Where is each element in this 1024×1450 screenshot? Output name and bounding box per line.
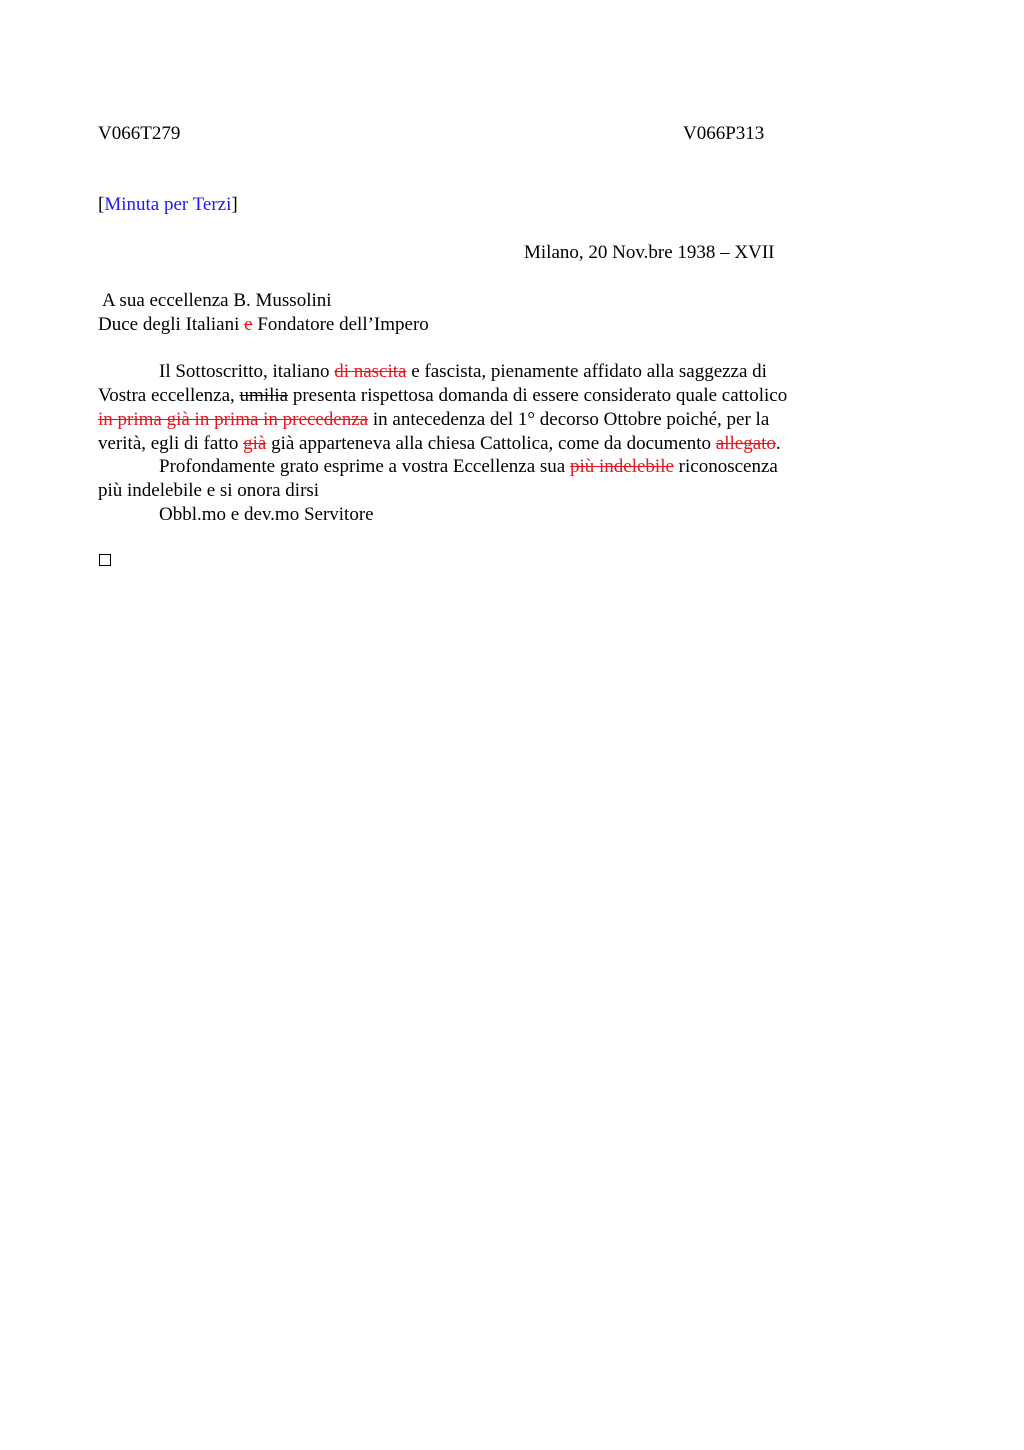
body-line-5: [159, 455, 778, 479]
document-code-right: V066P313: [683, 123, 765, 144]
body-line-1: [159, 360, 767, 384]
dateline: Milano, 20 Nov.bre 1938 – XVII: [524, 242, 775, 263]
body-text: Vostra eccellenza,: [98, 385, 240, 406]
editorial-note: [98, 193, 238, 217]
deleted-text: allegato: [715, 433, 776, 454]
note-text: Minuta per Terzi: [104, 194, 232, 215]
note-open-bracket: [: [98, 194, 105, 215]
address-line-2: [98, 313, 429, 337]
body-line-4: [98, 432, 781, 456]
body-text: e fascista, pienamente affidato alla saggezza di: [406, 361, 767, 382]
body-text: presenta rispettosa domanda di essere considerato quale cattolico: [288, 385, 788, 406]
closing-formula: Obbl.mo e dev.mo Servitore: [159, 504, 374, 525]
deleted-text: più indelebile: [569, 456, 674, 477]
deleted-text: umilia: [239, 385, 289, 406]
deleted-word: e: [244, 314, 253, 335]
address-line-2-text-end: Fondatore dell’Impero: [252, 314, 429, 335]
body-text: già apparteneva alla chiesa Cattolica, come da documento: [266, 433, 716, 454]
body-text: riconoscenza: [673, 456, 778, 477]
body-text: Il Sottoscritto, italiano: [159, 361, 335, 382]
address-line-2-text: Duce degli Italiani: [98, 314, 245, 335]
address-line-1: A sua eccellenza B. Mussolini: [102, 290, 332, 311]
note-close-bracket: ]: [231, 194, 238, 215]
body-line-3: [98, 408, 769, 432]
body-text: Profondamente grato esprime a vostra Eccellenza sua: [159, 456, 570, 477]
body-text: .: [775, 433, 781, 454]
deleted-text: già: [243, 433, 267, 454]
body-line-6: più indelebile e si onora dirsi: [98, 480, 320, 501]
body-line-2: [98, 384, 787, 408]
empty-checkbox-icon: [99, 554, 111, 566]
deleted-text: in prima già in prima in precedenza: [98, 409, 369, 430]
body-text: in antecedenza del 1° decorso Ottobre poiché, per la: [368, 409, 770, 430]
deleted-text: di nascita: [334, 361, 407, 382]
document-code-left: V066T279: [98, 123, 181, 144]
body-text: verità, egli di fatto: [98, 433, 244, 454]
